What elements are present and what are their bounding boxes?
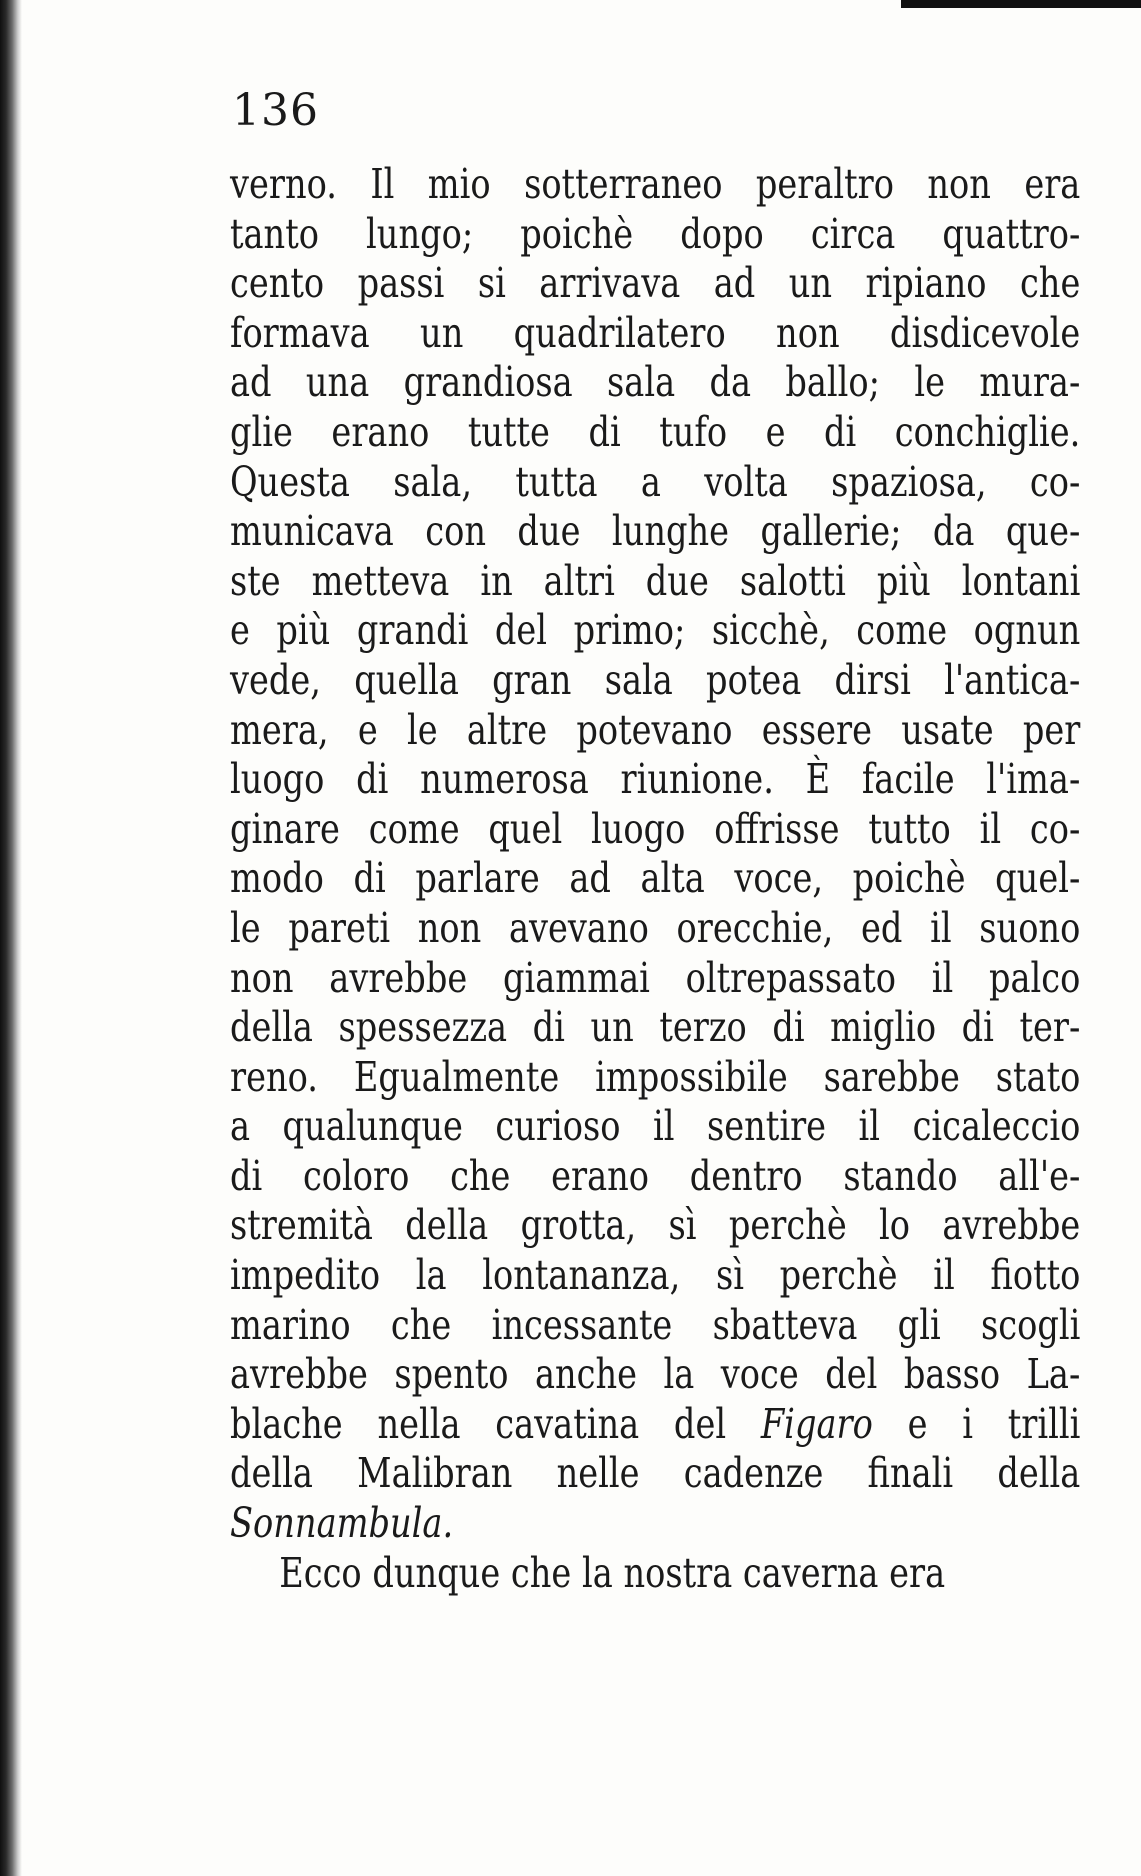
text-line: le pareti non avevano orecchie, ed il suono [230, 903, 1081, 952]
text-line: verno. Il mio sotterraneo peraltro non era [230, 160, 1081, 208]
text-line: vede, quella gran sala potea dirsi l'antica- [230, 655, 1081, 704]
text-line: cento passi si arrivava ad un ripiano che [230, 259, 1081, 308]
text-line: della Malibran nelle cadenze finali della [230, 1449, 1081, 1498]
text-line: mera, e le altre potevano essere usate per [230, 705, 1081, 754]
text-segment: e i trilli [872, 1399, 1081, 1448]
text-line [230, 1400, 1080, 1450]
italic-title-figaro: Figaro [760, 1399, 873, 1448]
text-line: di coloro che erano dentro stando all'e- [230, 1151, 1081, 1200]
text-line: e più grandi del primo; sicchè, come ognun [230, 606, 1081, 655]
text-line: glie erano tutte di tufo e di conchiglie. [230, 407, 1081, 456]
text-line: modo di parlare ad alta voce, poichè quel- [230, 854, 1081, 903]
text-line: della spessezza di un terzo di miglio di ter- [230, 1003, 1081, 1052]
text-line: ad una grandiosa sala da ballo; le mura- [230, 358, 1081, 407]
page-number: 136 [232, 85, 319, 136]
text-line: ginare come quel luogo offrisse tutto il co- [230, 804, 1081, 853]
text-line: Questa sala, tutta a volta spaziosa, co- [230, 457, 1081, 506]
body-text [230, 160, 1080, 1598]
text-line: stremità della grotta, sì perchè lo avrebbe [230, 1201, 1081, 1250]
italic-title-sonnambula: Sonnambula. [230, 1499, 454, 1548]
text-line: formava un quadrilatero non disdicevole [230, 308, 1081, 357]
text-line: tanto lungo; poichè dopo circa quattro- [230, 209, 1081, 258]
text-segment: blache nella cavatina del [230, 1399, 761, 1448]
text-line: non avrebbe giammai oltrepassato il palco [230, 953, 1081, 1002]
text-line: ste metteva in altri due salotti più lontani [230, 556, 1081, 605]
text-line: marino che incessante sbatteva gli scogli [230, 1300, 1081, 1349]
text-line: municava con due lunghe gallerie; da que- [230, 507, 1081, 556]
text-line: reno. Egualmente impossibile sarebbe stato [230, 1052, 1081, 1101]
paragraph-start-line: Ecco dunque che la nostra caverna era [279, 1548, 946, 1597]
binding-edge [0, 0, 22, 1876]
text-line: impedito la lontananza, sì perchè il fiotto [230, 1251, 1081, 1300]
text-line: a qualunque curioso il sentire il cicaleccio [230, 1102, 1081, 1151]
text-line: luogo di numerosa riunione. È facile l'ima- [230, 755, 1081, 804]
text-line: avrebbe spento anche la voce del basso La- [230, 1350, 1081, 1399]
top-rule [901, 0, 1141, 8]
